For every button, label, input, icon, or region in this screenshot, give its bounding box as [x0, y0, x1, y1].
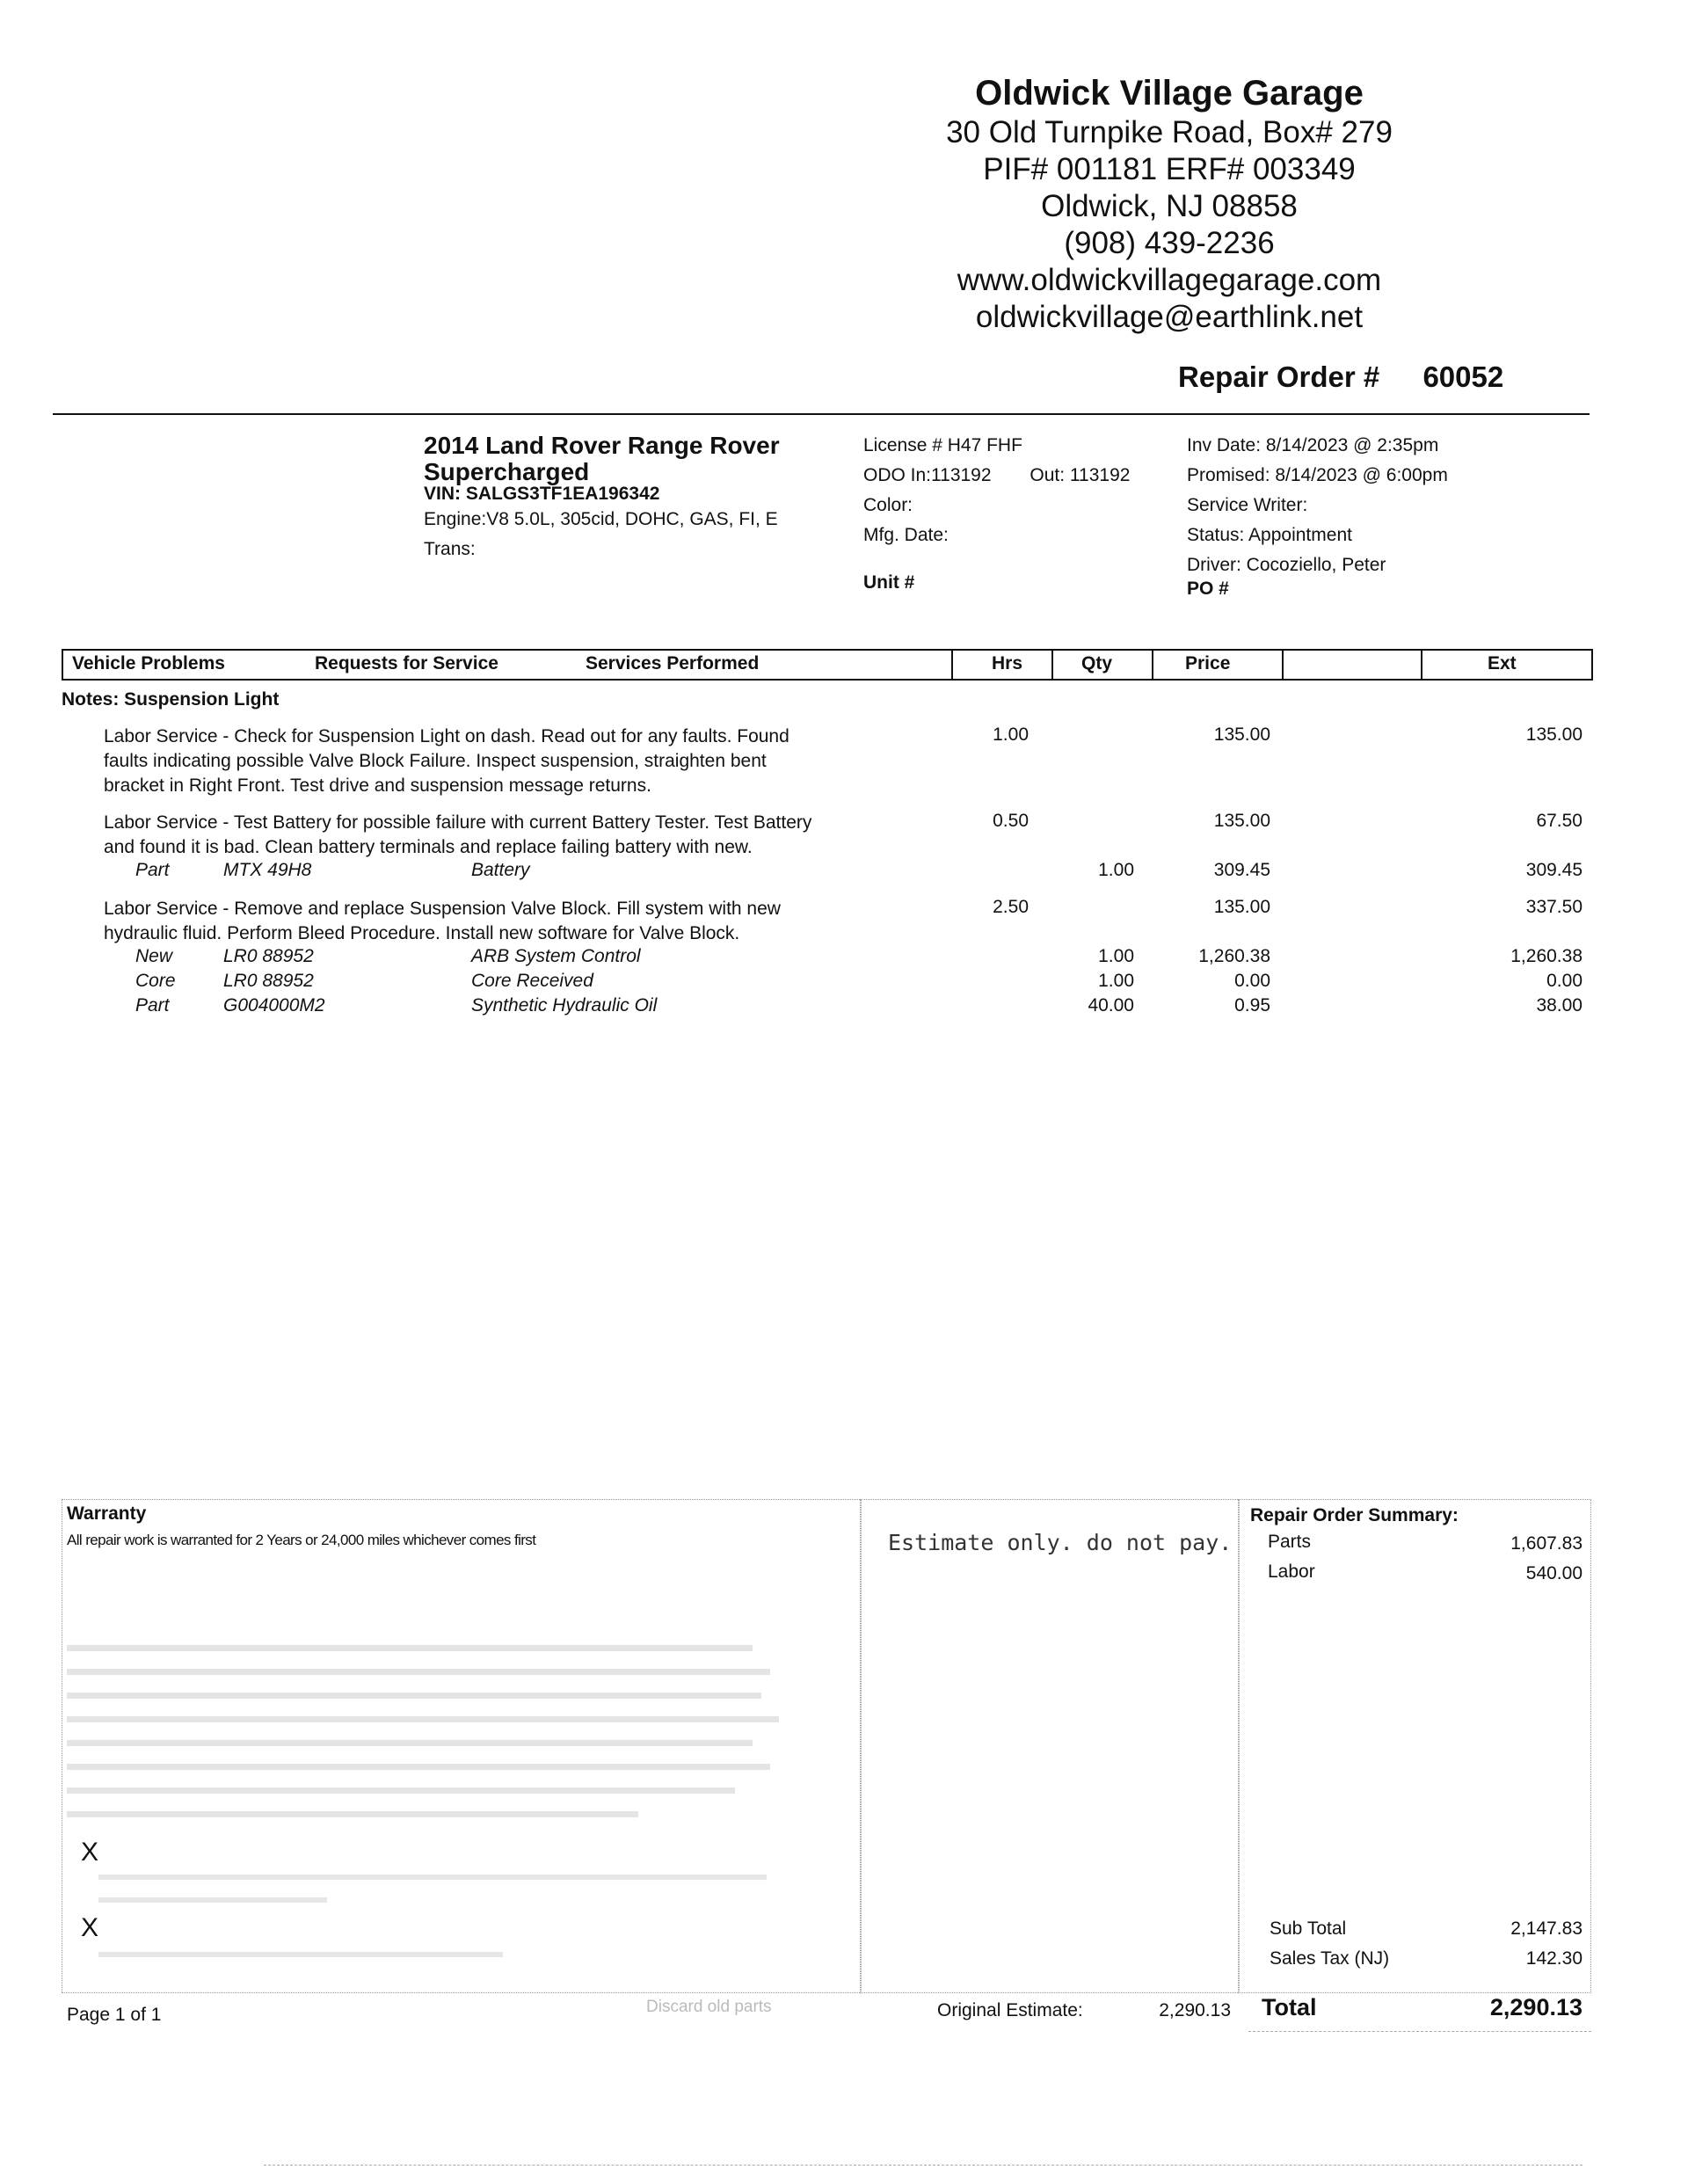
service-line: and found it is bad. Clean battery terminals and replace failing battery with new. — [104, 837, 753, 857]
garage-licenses: PIF# 001181 ERF# 003349 — [983, 152, 1356, 186]
service-line: Labor Service - Remove and replace Suspension Valve Block. Fill system with new — [104, 899, 781, 919]
part-ext: 309.45 — [1525, 860, 1582, 880]
inv-date: Inv Date: 8/14/2023 @ 2:35pm — [1187, 435, 1439, 455]
service-line: faults indicating possible Valve Block Failure. Inspect suspension, straighten bent — [104, 751, 767, 771]
service-line: bracket in Right Front. Test drive and suspension message returns. — [104, 775, 651, 796]
signature-x-2: X — [81, 1913, 99, 1942]
garage-header — [879, 72, 1459, 336]
discard-old-parts: Discard old parts — [646, 1998, 772, 2016]
total-value: 2,290.13 — [1489, 1994, 1582, 2020]
page-bottom-rule — [264, 2165, 1582, 2166]
service-line: Labor Service - Test Battery for possible failure with current Battery Tester. Test Battery — [104, 812, 812, 833]
vehicle-details — [863, 431, 1130, 598]
license: License # H47 FHF — [863, 435, 1022, 455]
subtotal-label: Sub Total — [1270, 1918, 1347, 1939]
authorization-fine-print — [67, 1640, 788, 1835]
part-number: LR0 88952 — [223, 971, 314, 991]
odometer — [863, 461, 1130, 491]
summary-labor-value: 540.00 — [1525, 1563, 1582, 1583]
header-divider — [53, 413, 1590, 415]
vehicle-title-2: Supercharged — [424, 458, 590, 485]
warranty-heading: Warranty — [67, 1503, 147, 1524]
page-number: Page 1 of 1 — [67, 2005, 162, 2025]
service-line: Labor Service - Check for Suspension Light on dash. Read out for any faults. Found — [104, 726, 789, 746]
part-ext: 0.00 — [1546, 971, 1582, 991]
part-ext: 1,260.38 — [1510, 946, 1582, 966]
subtotal-value: 2,147.83 — [1510, 1918, 1582, 1939]
order-details — [1187, 431, 1448, 598]
repair-order-label: Repair Order # — [1178, 360, 1380, 393]
signature-fine-print-1 — [98, 1875, 767, 1885]
service-1-hrs: 1.00 — [993, 724, 1029, 745]
part-qty: 1.00 — [1098, 860, 1134, 880]
sales-tax-label: Sales Tax (NJ) — [1270, 1948, 1390, 1969]
garage-name: Oldwick Village Garage — [975, 74, 1364, 113]
service-1-price: 135.00 — [1213, 724, 1270, 745]
signature-fine-print-2 — [98, 1952, 503, 1962]
promised-date: Promised: 8/14/2023 @ 6:00pm — [1187, 465, 1448, 485]
signature-fine-print-1b — [98, 1897, 327, 1908]
mfg-date: Mfg. Date: — [863, 525, 949, 545]
service-2-ext: 67.50 — [1536, 811, 1582, 831]
summary-heading: Repair Order Summary: — [1250, 1505, 1459, 1525]
service-2-price: 135.00 — [1213, 811, 1270, 831]
garage-city: Oldwick, NJ 08858 — [1041, 189, 1298, 223]
sales-tax-value: 142.30 — [1525, 1948, 1582, 1969]
odo-out: Out: 113192 — [1030, 465, 1131, 485]
repair-order-value: 60052 — [1422, 360, 1504, 393]
estimate-note: Estimate only. do not pay. — [888, 1530, 1233, 1555]
total-underline — [1248, 2031, 1591, 2032]
repair-order-number — [1178, 360, 1503, 394]
part-description: Battery — [471, 860, 530, 880]
col-requests: Requests for Service — [315, 653, 498, 673]
estimate-box — [860, 1499, 1240, 1993]
service-1-description — [104, 724, 948, 798]
col-ext: Ext — [1488, 653, 1517, 673]
service-1-ext: 135.00 — [1525, 724, 1582, 745]
vehicle-info — [424, 431, 863, 564]
col-hrs: Hrs — [992, 653, 1023, 673]
summary-parts-value: 1,607.83 — [1510, 1533, 1582, 1554]
part-number: MTX 49H8 — [223, 860, 312, 880]
part-price: 1,260.38 — [1198, 946, 1270, 966]
table-header — [62, 649, 1593, 681]
service-line: hydraulic fluid. Perform Bleed Procedure. Install new software for Valve Block. — [104, 923, 740, 943]
part-type: Core — [135, 971, 176, 991]
part-description: ARB System Control — [471, 946, 641, 966]
part-qty: 1.00 — [1098, 971, 1134, 991]
part-qty: 40.00 — [1088, 995, 1134, 1016]
garage-email: oldwickvillage@earthlink.net — [975, 300, 1364, 334]
col-price: Price — [1185, 653, 1231, 673]
col-vehicle-problems: Vehicle Problems — [72, 653, 225, 673]
part-ext: 38.00 — [1536, 995, 1582, 1016]
part-qty: 1.00 — [1098, 946, 1134, 966]
part-number: G004000M2 — [223, 995, 325, 1016]
service-2-description — [104, 811, 948, 860]
po-number: PO # — [1187, 579, 1229, 599]
garage-phone: (908) 439-2236 — [1064, 226, 1275, 260]
vehicle-title-1: 2014 Land Rover Range Rover — [424, 432, 780, 459]
col-services: Services Performed — [586, 653, 760, 673]
part-description: Synthetic Hydraulic Oil — [471, 995, 658, 1016]
part-description: Core Received — [471, 971, 593, 991]
service-3-description — [104, 897, 948, 946]
odo-in: ODO In:113192 — [863, 465, 992, 485]
color: Color: — [863, 495, 913, 515]
notes: Notes: Suspension Light — [62, 689, 280, 710]
signature-x-1: X — [81, 1838, 99, 1867]
original-estimate-label: Original Estimate: — [937, 2000, 1083, 2020]
part-type: New — [135, 946, 173, 966]
part-price: 309.45 — [1213, 860, 1270, 880]
garage-website: www.oldwickvillagegarage.com — [957, 263, 1382, 297]
original-estimate-value: 2,290.13 — [1159, 2000, 1231, 2020]
part-price: 0.95 — [1234, 995, 1270, 1016]
warranty-text: All repair work is warranted for 2 Years or 24,000 miles whichever comes first — [67, 1532, 536, 1548]
driver: Driver: Cocoziello, Peter — [1187, 555, 1386, 575]
summary-labor-label: Labor — [1268, 1562, 1315, 1582]
vehicle-engine: Engine:V8 5.0L, 305cid, DOHC, GAS, FI, E — [424, 509, 778, 529]
total-label: Total — [1262, 1994, 1317, 2020]
service-2-hrs: 0.50 — [993, 811, 1029, 831]
service-writer: Service Writer: — [1187, 495, 1308, 515]
status: Status: Appointment — [1187, 525, 1352, 545]
garage-address: 30 Old Turnpike Road, Box# 279 — [946, 115, 1393, 149]
vehicle-trans: Trans: — [424, 539, 476, 559]
col-qty: Qty — [1081, 653, 1113, 673]
part-type: Part — [135, 860, 170, 880]
part-type: Part — [135, 995, 170, 1016]
part-number: LR0 88952 — [223, 946, 314, 966]
part-price: 0.00 — [1234, 971, 1270, 991]
service-3-ext: 337.50 — [1525, 897, 1582, 917]
service-3-price: 135.00 — [1213, 897, 1270, 917]
unit-number: Unit # — [863, 572, 915, 593]
vehicle-vin: VIN: SALGS3TF1EA196342 — [424, 484, 660, 504]
summary-parts-label: Parts — [1268, 1532, 1312, 1552]
service-3-hrs: 2.50 — [993, 897, 1029, 917]
